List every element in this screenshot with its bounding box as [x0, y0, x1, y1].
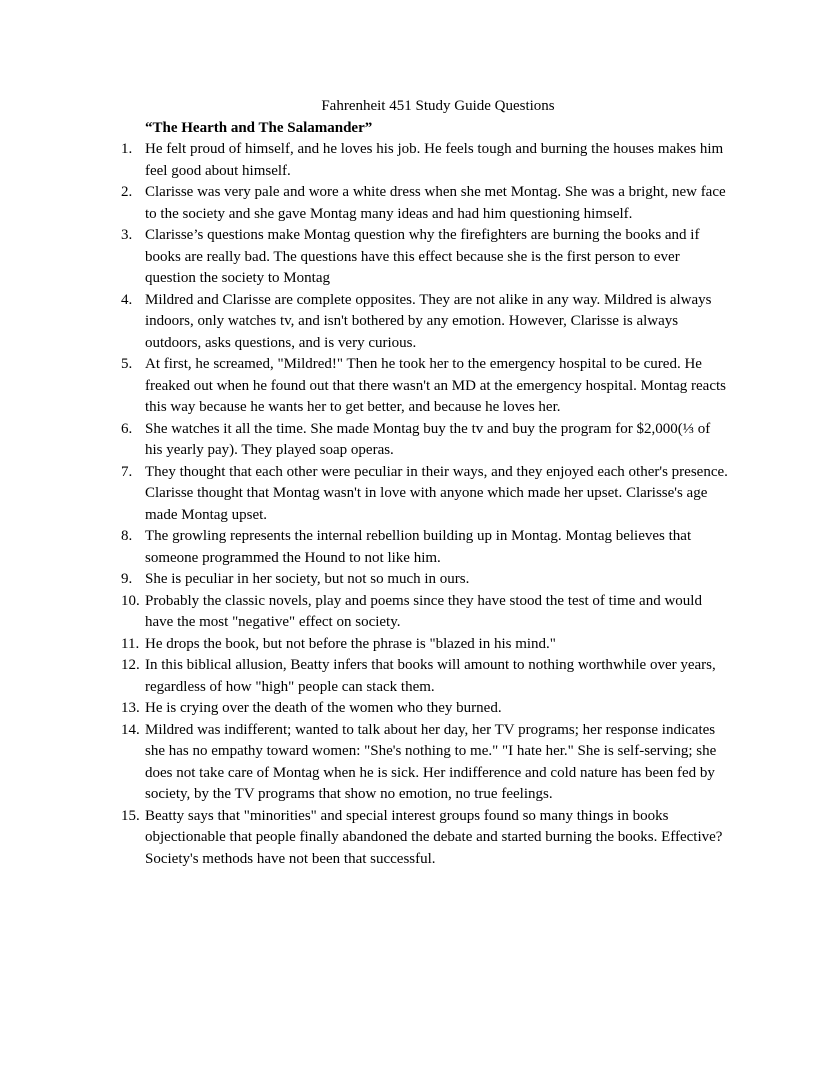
list-item-number: 14. — [121, 721, 140, 738]
document-title: Fahrenheit 451 Study Guide Questions — [321, 98, 555, 114]
list-item-text: At first, he screamed, "Mildred!" Then he took her to the emergency hospital to be cured. He freaked out when he found out that there wasn't an MD at the emergency hospital. Montag reacts this way because he wants her to get better, and because he loves her. — [145, 356, 726, 415]
list-item-text: Mildred and Clarisse are complete opposites. They are not alike in any way. Mildred is always indoors, only watches tv, and isn't bothered by any emotion. However, Clarisse is always outdoors, asks questions, and is very curious. — [145, 291, 712, 351]
answers-list — [97, 139, 731, 870]
list-item-number: 12. — [121, 657, 140, 673]
list-item-text: In this biblical allusion, Beatty infers that books will amount to nothing worthwhile over years, regardless of how "high" people can stack them. — [145, 657, 716, 695]
list-item-number: 9. — [121, 571, 133, 587]
list-item — [97, 569, 731, 591]
list-item-number: 4. — [121, 291, 133, 308]
list-item-text: Probably the classic novels, play and poems since they have stood the test of time and would have the most "negative" effect on society. — [145, 592, 702, 630]
list-item-text: He drops the book, but not before the phrase is "blazed in his mind." — [145, 635, 556, 652]
list-item-text: The growling represents the internal rebellion building up in Montag. Montag believes that someone programmed the Hound to not like him. — [145, 528, 692, 566]
list-item — [97, 139, 731, 182]
list-item — [97, 806, 731, 871]
list-item — [97, 225, 731, 290]
list-item-number: 2. — [121, 184, 133, 200]
list-item-number: 7. — [121, 463, 133, 480]
list-item-text: She is peculiar in her society, but not so much in ours. — [145, 571, 470, 587]
list-item — [97, 419, 731, 462]
list-item — [97, 290, 731, 355]
list-item — [97, 354, 731, 419]
list-item-text: Clarisse’s questions make Montag question why the firefighters are burning the books and if books are really bad. The questions have this effect because she is the first person to ever question the society to Montag — [145, 227, 700, 286]
list-item — [97, 655, 731, 698]
section-heading: “The Hearth and The Salamander” — [145, 119, 373, 136]
list-item-number: 10. — [121, 592, 140, 609]
list-item-number: 15. — [121, 807, 140, 824]
list-item-text: They thought that each other were peculiar in their ways, and they enjoyed each other's presence. Clarisse thought that Montag wasn't in love with anyone which made her upset. Clarisse's age made Montag upset. — [145, 463, 728, 523]
list-item-text: He is crying over the death of the women who they burned. — [145, 700, 502, 716]
list-item-number: 1. — [121, 141, 133, 157]
list-item-text: He felt proud of himself, and he loves his job. He feels tough and burning the houses makes him feel good about himself. — [145, 141, 724, 179]
list-item-number: 13. — [121, 700, 140, 716]
list-item — [97, 634, 731, 656]
list-item — [97, 182, 731, 225]
list-item — [97, 462, 731, 527]
list-item — [97, 698, 731, 720]
list-item-text: Mildred was indifferent; wanted to talk about her day, her TV programs; her response indicates she has no empathy toward women: "She's nothing to me." "I hate her." She is self-serving; she does not take care of Montag when he is sick. Her indifference and cold nature has been fed by society, by the TV programs that show no emotion, no true feelings. — [145, 721, 717, 802]
list-item — [97, 720, 731, 806]
list-item-number: 11. — [121, 635, 140, 652]
list-item-text: She watches it all the time. She made Montag buy the tv and buy the program for $2,000(⅓ of his yearly pay). They played soap operas. — [145, 420, 711, 458]
list-item — [97, 526, 731, 569]
list-item-number: 3. — [121, 227, 133, 243]
list-item-number: 5. — [121, 356, 133, 372]
list-item-text: Clarisse was very pale and wore a white dress when she met Montag. She was a bright, new face to the society and she gave Montag many ideas and had him questioning himself. — [145, 184, 726, 222]
list-item — [97, 591, 731, 634]
list-item-text: Beatty says that "minorities" and special interest groups found so many things in books objectionable that people finally abandoned the debate and started burning the books. Effective? Society's methods have not been that successful. — [145, 807, 723, 867]
list-item-number: 8. — [121, 528, 133, 544]
list-item-number: 6. — [121, 420, 133, 437]
